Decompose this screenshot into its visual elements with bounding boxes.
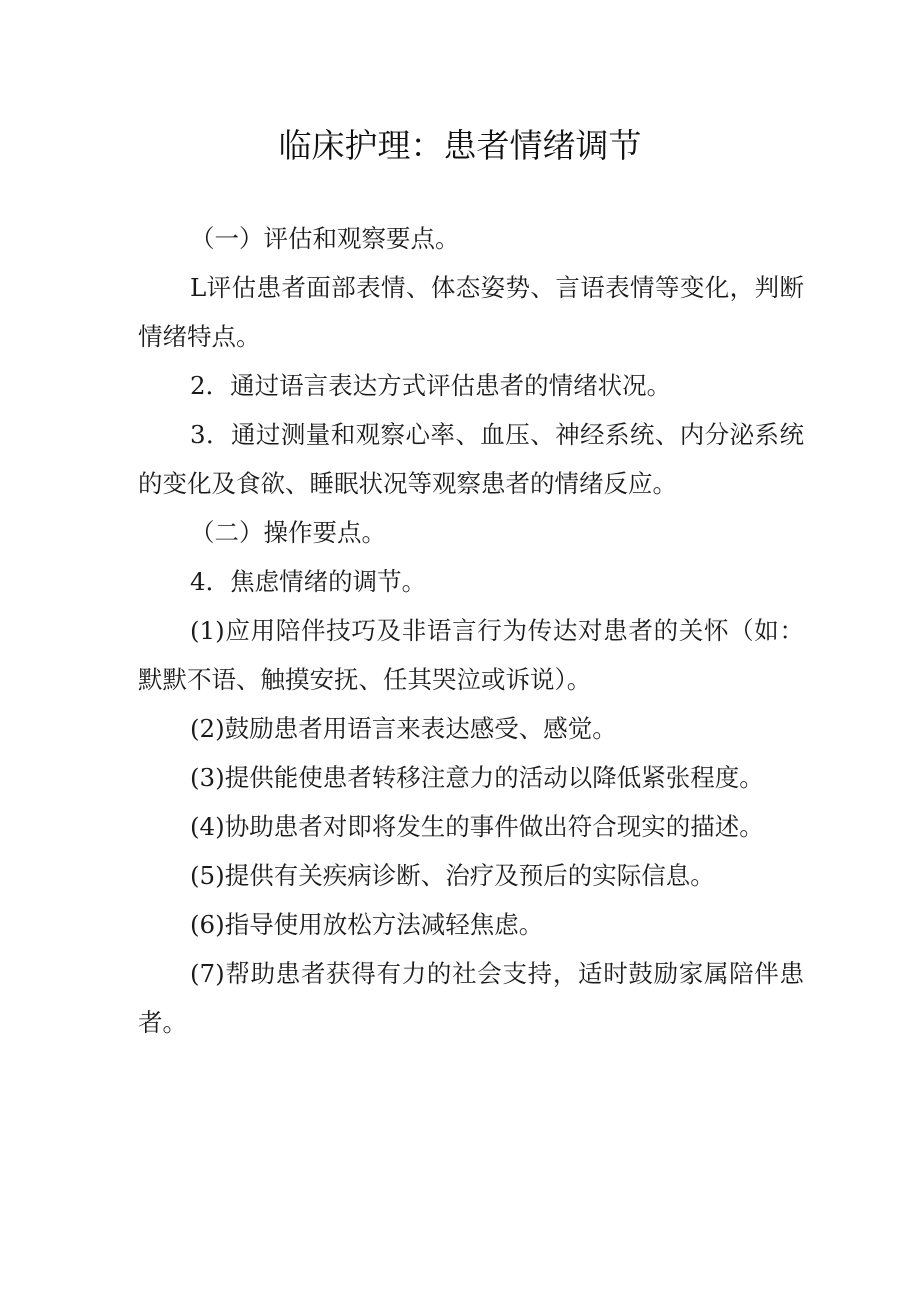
document-body	[138, 214, 804, 1047]
paragraph-subitem-1: (1)应用陪伴技巧及非语言行为传达对患者的关怀（如：默默不语、触摸安抚、任其哭泣或诉说）。	[138, 616, 804, 694]
paragraph-subitem-6: (6)指导使用放松方法减轻焦虑。	[190, 910, 544, 939]
paragraph-subitem-4: (4)协助患者对即将发生的事件做出符合现实的描述。	[190, 812, 764, 841]
paragraph-item-1: L评估患者面部表情、体态姿势、言语表情等变化，判断情绪特点。	[138, 273, 804, 351]
paragraph-operation-heading: （二）操作要点。	[190, 518, 386, 547]
paragraph-subitem-2: (2)鼓励患者用语言来表达感受、感觉。	[190, 714, 617, 743]
paragraph-item-3: 3．通过测量和观察心率、血压、神经系统、内分泌系统的变化及食欲、睡眠状况等观察患者的情绪反应。	[138, 420, 804, 498]
paragraph-subitem-7: (7)帮助患者获得有力的社会支持，适时鼓励家属陪伴患者。	[138, 959, 804, 1037]
paragraph-item-2: 2．通过语言表达方式评估患者的情绪状况。	[190, 371, 672, 400]
paragraph-assessment-heading: （一）评估和观察要点。	[190, 224, 460, 253]
paragraph-item-4: 4．焦虑情绪的调节。	[190, 567, 427, 596]
paragraph-subitem-5: (5)提供有关疾病诊断、治疗及预后的实际信息。	[190, 861, 715, 890]
paragraph-subitem-3: (3)提供能使患者转移注意力的活动以降低紧张程度。	[190, 763, 764, 792]
document-title: 临床护理：患者情绪调节	[278, 126, 642, 165]
